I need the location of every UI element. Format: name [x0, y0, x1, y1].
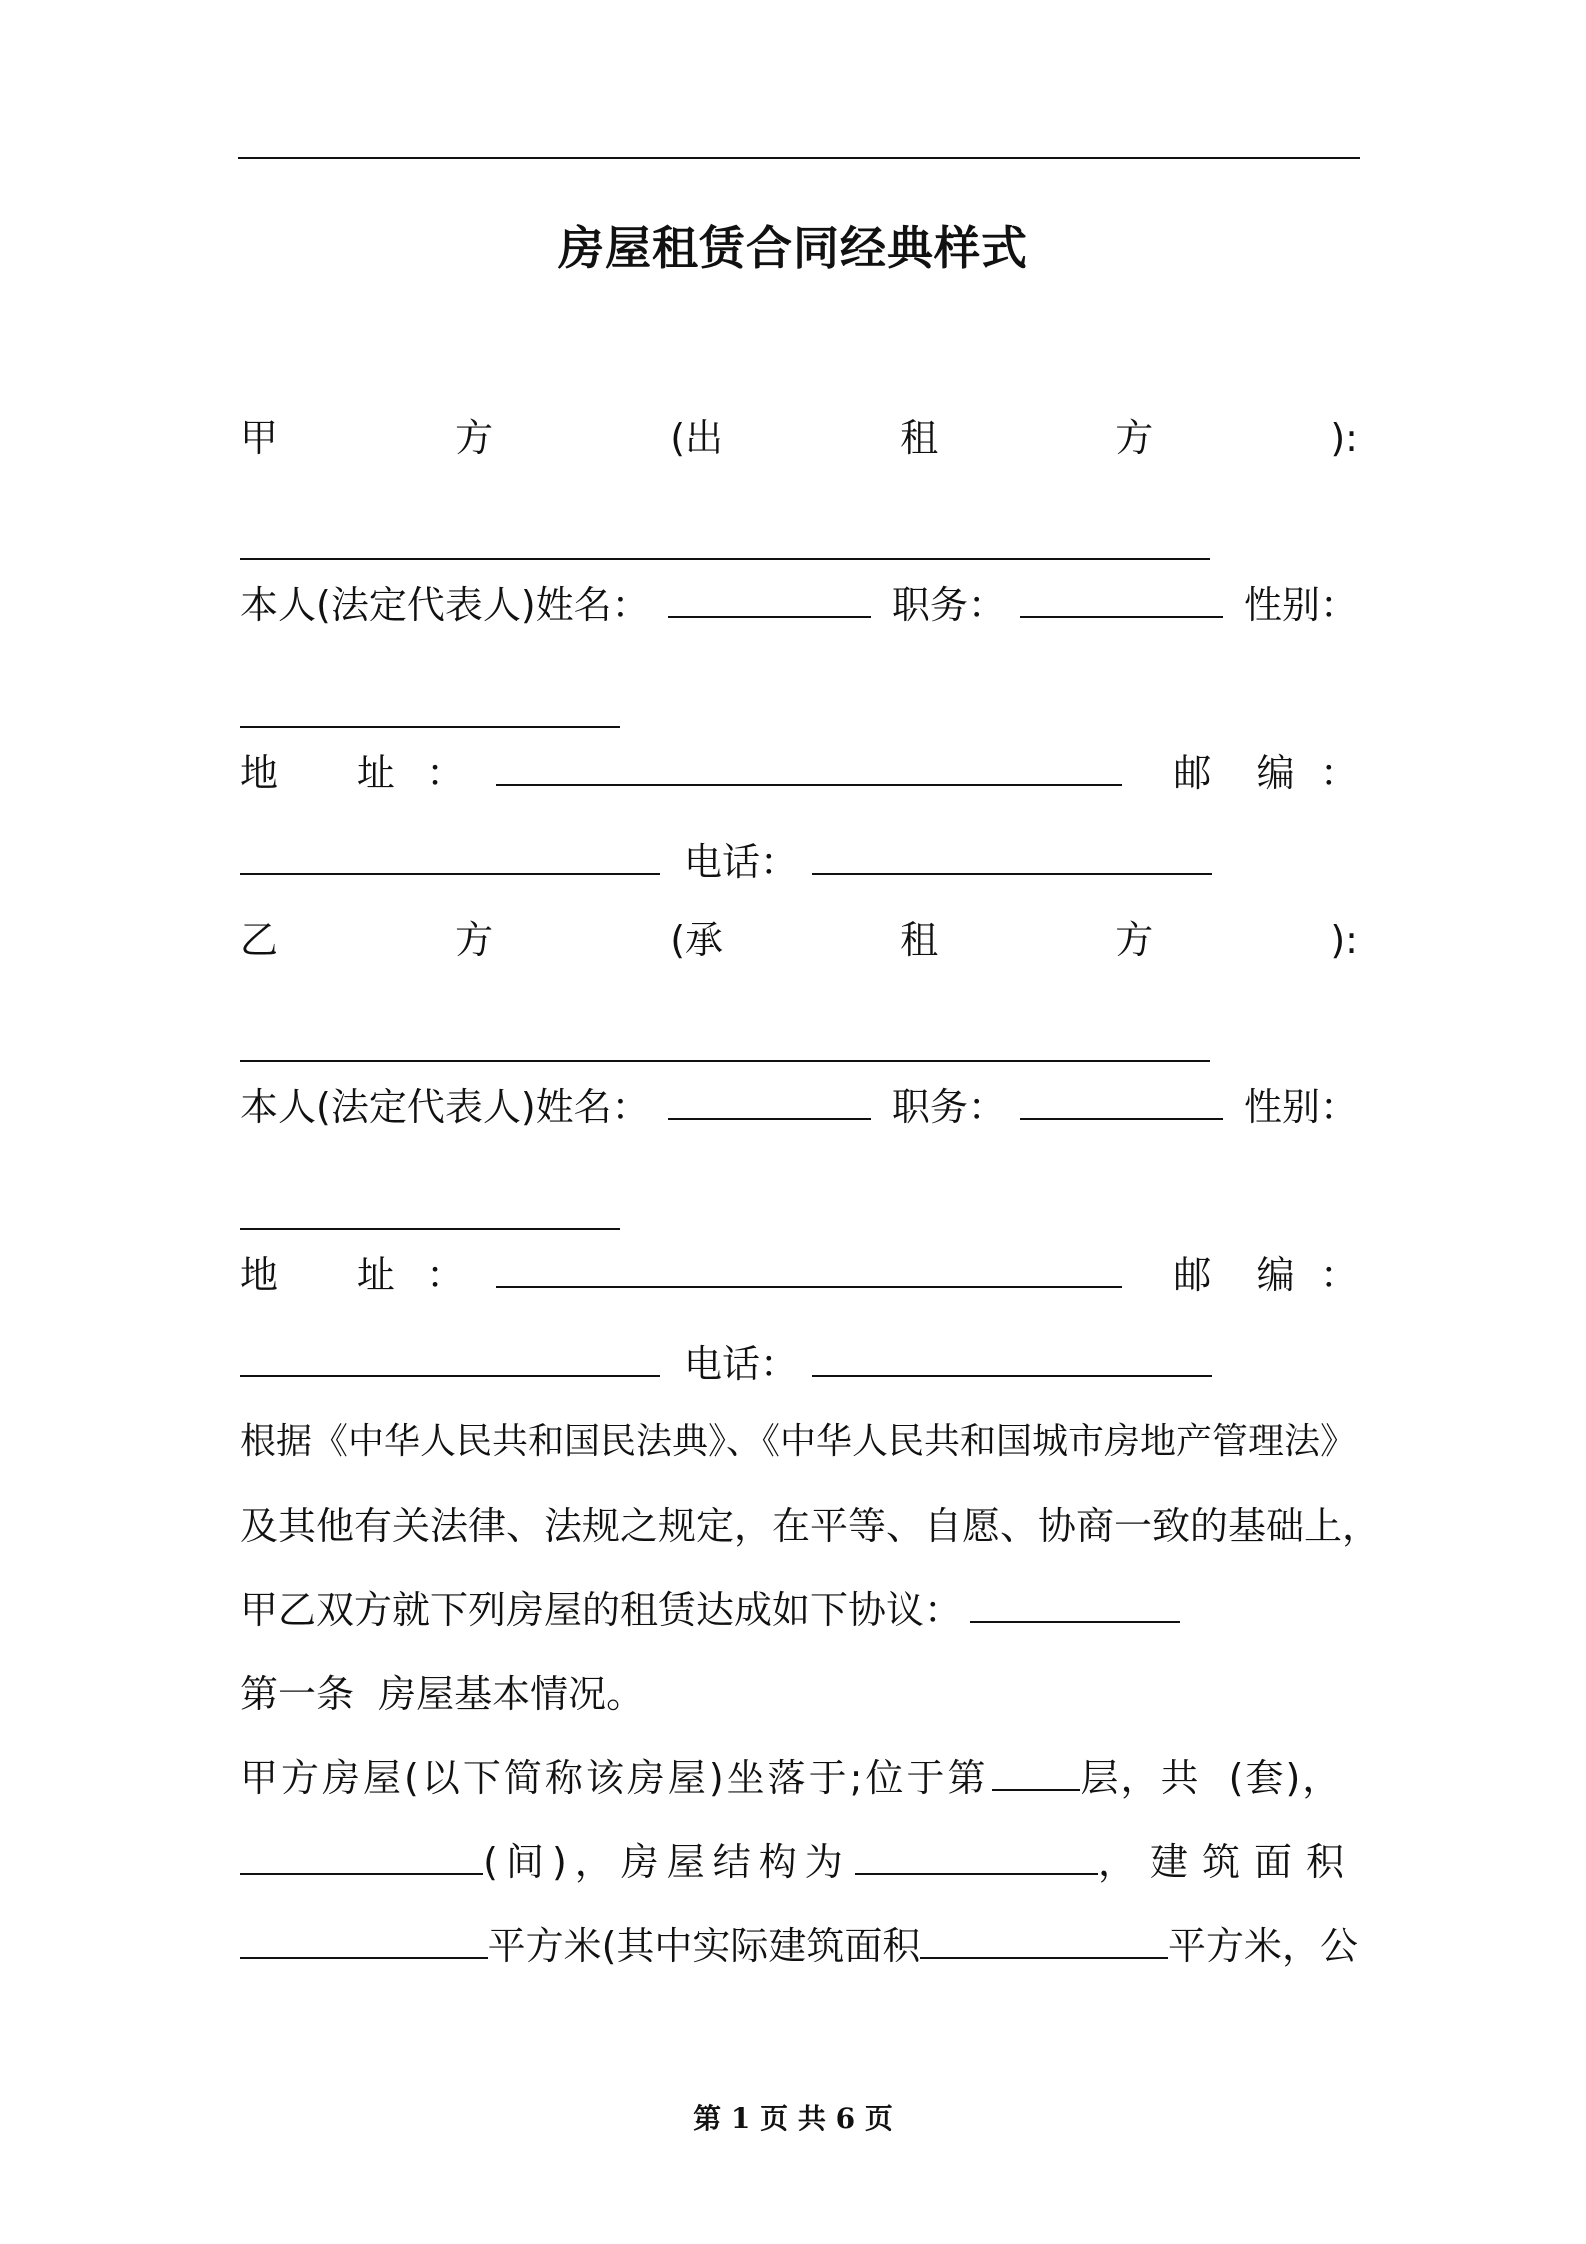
party-b-heading-char: 方	[1115, 918, 1154, 962]
party-a-gender-line	[240, 690, 1358, 740]
party-a-heading-char: 租	[900, 416, 939, 460]
party-a-postcode-label-char: 邮	[1173, 751, 1212, 795]
article-1-line	[240, 1921, 1358, 1971]
party-a-address-line	[240, 748, 1358, 798]
party-a-heading-char: (出	[670, 416, 724, 460]
party-b-heading-char: 租	[900, 918, 939, 962]
article-1-line	[240, 1837, 1358, 1887]
party-b-heading-char: (承	[670, 918, 724, 962]
header-rule	[238, 157, 1360, 159]
party-a-rep-line	[240, 580, 1358, 630]
party-a-address-label-char: ：	[426, 751, 465, 795]
intro-line-1: 根据《中华人民共和国民法典》、《中华人民共和国城市房地产管理法》	[240, 1421, 1357, 1462]
party-a-address-label-char: 地	[240, 751, 279, 795]
intro-paragraph-line	[240, 1501, 1381, 1551]
party-a-gender-label: 性别：	[1243, 583, 1358, 627]
party-b-heading	[240, 915, 1358, 965]
party-b-gender-blank[interactable]	[240, 1192, 620, 1230]
party-a-phone-label: 电话：	[684, 840, 799, 884]
intro-paragraph-line	[240, 1417, 1358, 1467]
party-b-rep-line	[240, 1082, 1358, 1132]
party-b-position-label: 职务：	[891, 1085, 1006, 1129]
party-a-phone-line	[240, 837, 1358, 887]
party-a-name-line	[240, 522, 1358, 572]
party-b-gender-line	[240, 1192, 1358, 1242]
article-1-line	[240, 1753, 1358, 1803]
party-b-postcode-blank[interactable]	[240, 1339, 660, 1377]
party-a-address-label-char: 址	[356, 751, 395, 795]
party-a-name-blank[interactable]	[240, 522, 1210, 560]
intro-line-3: 甲乙双方就下列房屋的租赁达成如下协议：	[240, 1588, 963, 1632]
party-a-position-label: 职务：	[891, 583, 1006, 627]
article-1-text: ，建筑面积	[1097, 1840, 1358, 1884]
article-1-text: 层，共 (套)，	[1080, 1756, 1343, 1800]
party-b-address-label-char: 地	[240, 1253, 279, 1297]
party-b-postcode-label-char: 编	[1256, 1253, 1295, 1297]
structure-blank[interactable]	[855, 1837, 1098, 1875]
party-b-phone-blank[interactable]	[812, 1339, 1212, 1377]
party-a-heading	[240, 413, 1358, 463]
party-a-rep-label: 本人(法定代表人)姓名：	[240, 583, 650, 627]
party-b-address-label-char: 址	[356, 1253, 395, 1297]
party-b-phone-label: 电话：	[684, 1342, 799, 1386]
area-blank[interactable]	[240, 1921, 488, 1959]
party-b-name-line	[240, 1024, 1358, 1074]
document-title: 房屋租赁合同经典样式	[558, 221, 1028, 275]
party-a-postcode-label-char: ：	[1319, 751, 1358, 795]
article-1-heading: 第一条 房屋基本情况。	[240, 1672, 645, 1716]
intro-blank[interactable]	[970, 1585, 1180, 1623]
party-a-phone-blank[interactable]	[812, 837, 1212, 875]
party-b-heading-char: ):	[1330, 918, 1358, 962]
party-b-rep-label: 本人(法定代表人)姓名：	[240, 1085, 650, 1129]
article-1-text: 甲方房屋(以下简称该房屋)坐落于;位于第	[240, 1756, 989, 1800]
party-b-heading-char: 乙	[240, 918, 279, 962]
party-a-heading-char: 甲	[240, 416, 279, 460]
intro-line-2: 及其他有关法律、法规之规定，在平等、自愿、协商一致的基础上，	[240, 1504, 1381, 1548]
party-a-gender-blank[interactable]	[240, 690, 620, 728]
actual-area-blank[interactable]	[920, 1921, 1168, 1959]
article-1-text: 平方米(其中实际建筑面积	[487, 1924, 921, 1968]
party-b-gender-label: 性别：	[1243, 1085, 1358, 1129]
article-1-heading-line	[240, 1669, 1358, 1719]
party-b-name-blank[interactable]	[240, 1024, 1210, 1062]
article-1-text: (间)，房屋结构为	[483, 1840, 851, 1884]
party-a-heading-char: 方	[455, 416, 494, 460]
party-b-postcode-label-char: 邮	[1173, 1253, 1212, 1297]
floor-blank[interactable]	[992, 1753, 1080, 1791]
party-a-heading-char: ):	[1330, 416, 1358, 460]
party-a-position-blank[interactable]	[1020, 580, 1223, 618]
party-b-heading-char: 方	[455, 918, 494, 962]
page-footer: 第 1 页 共 6 页	[693, 2102, 893, 2135]
rooms-blank[interactable]	[240, 1837, 483, 1875]
party-b-address-blank[interactable]	[496, 1250, 1122, 1288]
party-b-postcode-label-char: ：	[1319, 1253, 1358, 1297]
party-b-rep-name-blank[interactable]	[668, 1082, 871, 1120]
party-a-heading-char: 方	[1115, 416, 1154, 460]
party-b-position-blank[interactable]	[1020, 1082, 1223, 1120]
party-a-postcode-label-char: 编	[1256, 751, 1295, 795]
intro-paragraph-line	[240, 1585, 1358, 1635]
party-a-rep-name-blank[interactable]	[668, 580, 871, 618]
article-1-text: 平方米，公	[1167, 1924, 1358, 1968]
party-b-address-line	[240, 1250, 1358, 1300]
party-a-postcode-blank[interactable]	[240, 837, 660, 875]
party-a-address-blank[interactable]	[496, 748, 1122, 786]
party-b-address-label-char: ：	[426, 1253, 465, 1297]
party-b-phone-line	[240, 1339, 1358, 1389]
